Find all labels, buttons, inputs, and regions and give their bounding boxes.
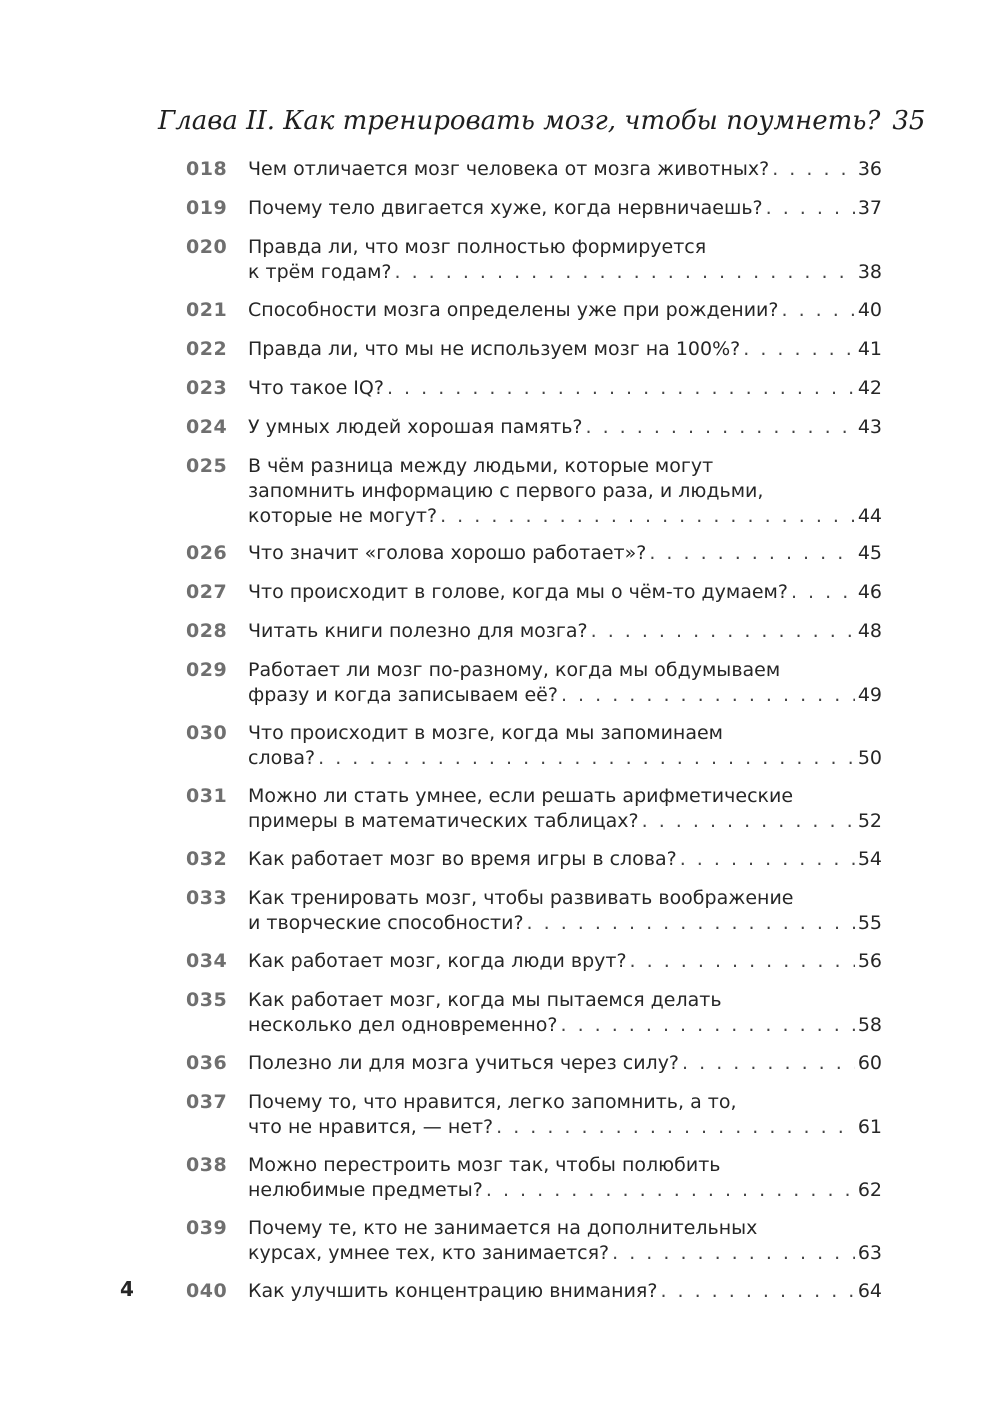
entry-number: 025 — [186, 455, 228, 477]
entry-page-number: 36 — [857, 158, 882, 180]
entry-last-line — [248, 683, 882, 708]
entry-last-line — [248, 847, 882, 872]
entry-last-line — [248, 1279, 882, 1304]
entry-page-number: 49 — [857, 684, 882, 706]
entry-number: 030 — [186, 722, 228, 744]
entry-body — [248, 988, 882, 1038]
entry-body — [248, 235, 882, 285]
leader-dots — [586, 415, 855, 440]
entry-title-line: к трём годам? — [248, 261, 392, 283]
entry-page-number: 42 — [857, 377, 882, 399]
entry-body — [248, 1051, 882, 1076]
entry-title-line: Способности мозга определены уже при рождении? — [248, 299, 779, 321]
entry-body — [248, 196, 882, 221]
entry-last-line — [248, 504, 882, 529]
entry-page-number: 38 — [857, 261, 882, 283]
entry-number: 034 — [186, 950, 228, 972]
entry-page-number: 44 — [857, 505, 882, 527]
entry-title-line: которые не могут? — [248, 505, 438, 527]
entry-last-line — [248, 1051, 882, 1076]
entry-title-line: Можно ли стать умнее, если решать арифметические — [248, 785, 794, 807]
toc-entry[interactable] — [186, 619, 882, 644]
entry-title-line: запомнить информацию с первого раза, и людьми, — [248, 480, 764, 502]
toc-entry[interactable] — [186, 949, 882, 974]
entry-number: 018 — [186, 158, 228, 180]
entry-last-line — [248, 1241, 882, 1266]
entry-number: 026 — [186, 542, 228, 564]
leader-dots — [496, 1115, 855, 1140]
entry-title-line: Читать книги полезно для мозга? — [248, 620, 588, 642]
entry-number: 037 — [186, 1091, 228, 1113]
entry-body — [248, 415, 882, 440]
entry-last-line — [248, 580, 882, 605]
leader-dots — [612, 1241, 855, 1266]
entry-number: 031 — [186, 785, 228, 807]
leader-dots — [387, 376, 855, 401]
entry-title-line: Можно перестроить мозг так, чтобы полюбить — [248, 1154, 721, 1176]
leader-dots — [560, 1013, 854, 1038]
toc-entry[interactable] — [186, 1216, 882, 1266]
entry-title-line: примеры в математических таблицах? — [248, 810, 639, 832]
entry-title-line: В чём разница между людьми, которые могут — [248, 455, 714, 477]
entry-last-line — [248, 1115, 882, 1140]
leader-dots — [782, 298, 855, 323]
entry-last-line — [248, 298, 882, 323]
entry-number: 024 — [186, 416, 228, 438]
chapter-heading[interactable] — [158, 103, 926, 139]
entry-last-line — [248, 196, 882, 221]
leader-dots — [486, 1178, 855, 1203]
entry-title-line: Как работает мозг, когда мы пытаемся делать — [248, 989, 722, 1011]
entry-title-line: нелюбимые предметы? — [248, 1179, 483, 1201]
leader-dots — [791, 580, 855, 605]
entry-page-number: 58 — [857, 1014, 882, 1036]
entry-number: 038 — [186, 1154, 228, 1176]
leader-dots — [766, 196, 855, 221]
entry-body — [248, 541, 882, 566]
entry-page-number: 54 — [857, 848, 882, 870]
leader-dots — [630, 949, 855, 974]
leader-dots — [660, 1279, 854, 1304]
entry-page-number: 56 — [857, 950, 882, 972]
entry-last-line — [248, 541, 882, 566]
entry-number: 029 — [186, 659, 228, 681]
entry-page-number: 61 — [857, 1116, 882, 1138]
leader-dots — [395, 260, 855, 285]
entry-number: 027 — [186, 581, 228, 603]
entry-last-line — [248, 415, 882, 440]
entry-body — [248, 454, 882, 529]
toc-entry[interactable] — [186, 580, 882, 605]
entry-title-line: Что происходит в голове, когда мы о чём-то думаем? — [248, 581, 788, 603]
entry-page-number: 41 — [857, 338, 882, 360]
entry-title-line: У умных людей хорошая память? — [248, 416, 583, 438]
toc-entry[interactable] — [186, 886, 882, 936]
entry-title-line: Что происходит в мозге, когда мы запоминаем — [248, 722, 724, 744]
entry-page-number: 48 — [857, 620, 882, 642]
entry-body — [248, 784, 882, 834]
leader-dots — [649, 541, 854, 566]
entry-title-line: курсах, умнее тех, кто занимается? — [248, 1242, 610, 1264]
entry-title-line: Почему тело двигается хуже, когда нервничаешь? — [248, 197, 763, 219]
toc-entry[interactable] — [186, 988, 882, 1038]
entry-last-line — [248, 337, 882, 362]
toc-entry[interactable] — [186, 157, 882, 182]
toc-entry[interactable] — [186, 376, 882, 401]
entry-last-line — [248, 619, 882, 644]
leader-dots — [772, 157, 855, 182]
page-number: 4 — [120, 1277, 134, 1301]
entry-number: 040 — [186, 1280, 228, 1302]
entry-page-number: 46 — [857, 581, 882, 603]
entry-page-number: 40 — [857, 299, 882, 321]
entry-body — [248, 157, 882, 182]
toc-entry[interactable] — [186, 1153, 882, 1203]
leader-dots — [440, 504, 855, 529]
leader-dots — [527, 911, 855, 936]
toc-entry[interactable] — [186, 1051, 882, 1076]
entry-title-line: Как работает мозг во время игры в слова? — [248, 848, 677, 870]
entry-number: 036 — [186, 1052, 228, 1074]
toc-entry[interactable] — [186, 784, 882, 834]
entry-page-number: 43 — [857, 416, 882, 438]
entry-body — [248, 337, 882, 362]
entry-body — [248, 949, 882, 974]
entry-number: 021 — [186, 299, 228, 321]
entry-title-line: Почему то, что нравится, легко запомнить, а то, — [248, 1091, 737, 1113]
leader-dots — [682, 1051, 855, 1076]
toc-entry[interactable] — [186, 415, 882, 440]
entry-body — [248, 1279, 882, 1304]
toc-entry[interactable] — [186, 337, 882, 362]
entry-body — [248, 886, 882, 936]
toc-entry[interactable] — [186, 235, 882, 285]
entry-last-line — [248, 1013, 882, 1038]
leader-dots — [642, 809, 855, 834]
entry-number: 022 — [186, 338, 228, 360]
entry-title-line: Полезно ли для мозга учиться через силу? — [248, 1052, 680, 1074]
toc-entry[interactable] — [186, 454, 882, 529]
entry-body — [248, 298, 882, 323]
entry-body — [248, 721, 882, 771]
chapter-title: Глава II. Как тренировать мозг, чтобы поумнеть? — [158, 106, 881, 136]
toc-entry[interactable] — [186, 721, 882, 771]
entry-last-line — [248, 1178, 882, 1203]
entry-title-line: Почему те, кто не занимается на дополнительных — [248, 1217, 758, 1239]
entry-page-number: 62 — [857, 1179, 882, 1201]
entry-title-line: Правда ли, что мы не используем мозг на 100%? — [248, 338, 741, 360]
leader-dots — [318, 746, 855, 771]
entry-number: 020 — [186, 236, 228, 258]
entry-title-line: фразу и когда записываем её? — [248, 684, 558, 706]
entry-title-line: Как улучшить концентрацию внимания? — [248, 1280, 658, 1302]
entry-last-line — [248, 746, 882, 771]
entry-body — [248, 1153, 882, 1203]
entry-title-line: Как работает мозг, когда люди врут? — [248, 950, 627, 972]
entry-body — [248, 619, 882, 644]
entry-title-line: Что значит «голова хорошо работает»? — [248, 542, 647, 564]
entry-body — [248, 376, 882, 401]
entry-title-line: что не нравится, — нет? — [248, 1116, 494, 1138]
entry-number: 039 — [186, 1217, 228, 1239]
entry-last-line — [248, 949, 882, 974]
entry-title-line: слова? — [248, 747, 316, 769]
entry-last-line — [248, 911, 882, 936]
entry-page-number: 52 — [857, 810, 882, 832]
entry-title-line: Что такое IQ? — [248, 377, 384, 399]
entry-body — [248, 580, 882, 605]
entry-number: 033 — [186, 887, 228, 909]
entry-page-number: 55 — [857, 912, 882, 934]
entry-title-line: Как тренировать мозг, чтобы развивать воображение — [248, 887, 794, 909]
leader-dots — [561, 683, 855, 708]
entry-page-number: 50 — [857, 747, 882, 769]
entry-page-number: 37 — [857, 197, 882, 219]
entry-page-number: 63 — [857, 1242, 882, 1264]
toc-entry[interactable] — [186, 298, 882, 323]
entry-number: 032 — [186, 848, 228, 870]
entry-number: 028 — [186, 620, 228, 642]
leader-dots — [591, 619, 855, 644]
toc-entry[interactable] — [186, 1090, 882, 1140]
entry-page-number: 64 — [857, 1280, 882, 1302]
entry-title-line: Правда ли, что мозг полностью формируется — [248, 236, 707, 258]
entry-last-line — [248, 809, 882, 834]
entry-title-line: Чем отличается мозг человека от мозга животных? — [248, 158, 770, 180]
entry-last-line — [248, 157, 882, 182]
toc-entry[interactable] — [186, 196, 882, 221]
entry-last-line — [248, 260, 882, 285]
entry-body — [248, 847, 882, 872]
leader-dots — [680, 847, 855, 872]
entry-title-line: и творческие способности? — [248, 912, 524, 934]
entry-title-line: Работает ли мозг по-разному, когда мы обдумываем — [248, 659, 781, 681]
entry-last-line — [248, 376, 882, 401]
chapter-page-number: 35 — [892, 106, 926, 136]
entry-page-number: 45 — [857, 542, 882, 564]
leader-dots — [743, 337, 855, 362]
entry-number: 035 — [186, 989, 228, 1011]
entry-page-number: 60 — [857, 1052, 882, 1074]
entry-body — [248, 1216, 882, 1266]
entry-title-line: несколько дел одновременно? — [248, 1014, 558, 1036]
toc-entry[interactable] — [186, 1279, 882, 1304]
entry-body — [248, 1090, 882, 1140]
toc-entry[interactable] — [186, 658, 882, 708]
toc-entry[interactable] — [186, 847, 882, 872]
entry-number: 019 — [186, 197, 228, 219]
entry-number: 023 — [186, 377, 228, 399]
toc-entry[interactable] — [186, 541, 882, 566]
entry-body — [248, 658, 882, 708]
